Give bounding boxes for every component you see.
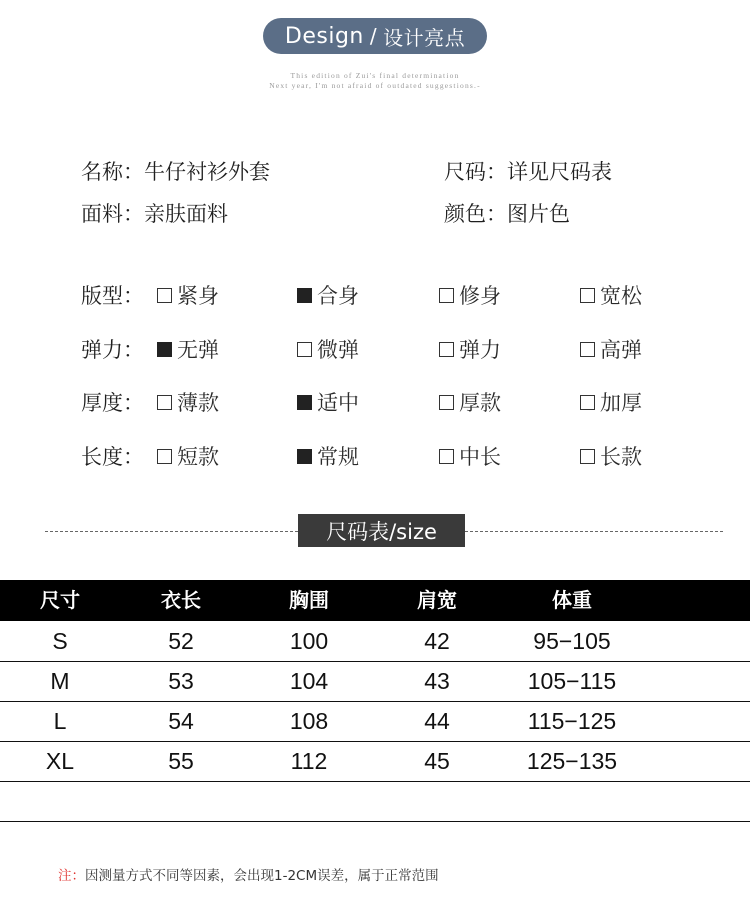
attribute-option bbox=[580, 280, 642, 310]
attribute-option-label: 常规 bbox=[317, 445, 359, 469]
attribute-option-label: 长款 bbox=[600, 445, 642, 469]
size-table-cell: 112 bbox=[290, 748, 328, 774]
checked-box-icon bbox=[297, 449, 312, 464]
size-table-cell: S bbox=[52, 628, 68, 654]
attribute-option bbox=[157, 334, 219, 364]
product-fabric: 面料：亲肤面料 bbox=[81, 202, 228, 226]
size-table-cell: 125−135 bbox=[526, 748, 618, 774]
unchecked-box-icon bbox=[439, 288, 454, 303]
size-chart-divider-right bbox=[465, 531, 723, 532]
attribute-option-label: 适中 bbox=[317, 391, 359, 415]
size-table-column-header: 胸围 bbox=[289, 588, 329, 612]
design-title-badge bbox=[263, 18, 487, 54]
checked-box-icon bbox=[297, 395, 312, 410]
size-table-cell: 43 bbox=[424, 668, 450, 694]
size-table-cell: M bbox=[50, 668, 70, 694]
attribute-label: 版型： bbox=[81, 284, 144, 308]
unchecked-box-icon bbox=[580, 288, 595, 303]
size-table-column-header: 体重 bbox=[552, 588, 592, 612]
attribute-option-label: 弹力 bbox=[459, 338, 501, 362]
product-name: 名称：牛仔衬衫外套 bbox=[81, 160, 270, 184]
attribute-option bbox=[157, 387, 219, 417]
attribute-option-label: 合身 bbox=[317, 284, 359, 308]
measurement-note bbox=[58, 864, 439, 884]
size-table-column-header: 衣长 bbox=[161, 588, 201, 612]
design-title-en: Design bbox=[284, 23, 364, 49]
attribute-option bbox=[297, 387, 359, 417]
design-subtitle-line-2: Next year, I'm not afraid of outdated suggestions.- bbox=[269, 81, 481, 90]
attribute-label: 弹力： bbox=[81, 338, 144, 362]
unchecked-box-icon bbox=[297, 342, 312, 357]
attribute-option bbox=[580, 387, 642, 417]
size-table-cell: L bbox=[53, 708, 67, 734]
size-table-column-header: 肩宽 bbox=[417, 588, 457, 612]
unchecked-box-icon bbox=[157, 288, 172, 303]
attribute-label: 长度： bbox=[81, 445, 144, 469]
attribute-option bbox=[580, 441, 642, 471]
size-table-cell: 45 bbox=[424, 748, 450, 774]
attribute-option-label: 中长 bbox=[459, 445, 501, 469]
attribute-option bbox=[580, 334, 642, 364]
unchecked-box-icon bbox=[580, 342, 595, 357]
attribute-option-label: 紧身 bbox=[177, 284, 219, 308]
size-table-cell: 104 bbox=[289, 668, 329, 694]
size-chart-divider-left bbox=[45, 531, 298, 532]
unchecked-box-icon bbox=[157, 395, 172, 410]
size-table-cell: XL bbox=[45, 748, 75, 774]
product-size-info: 尺码：详见尺码表 bbox=[444, 160, 612, 184]
size-table-cell: 53 bbox=[168, 668, 194, 694]
design-title-slash: / bbox=[369, 24, 378, 48]
attribute-option-label: 无弹 bbox=[177, 338, 219, 362]
attribute-option-label: 加厚 bbox=[600, 391, 642, 415]
attribute-option-label: 短款 bbox=[177, 445, 219, 469]
unchecked-box-icon bbox=[580, 395, 595, 410]
note-prefix: 注： bbox=[58, 868, 85, 884]
attribute-option bbox=[439, 280, 501, 310]
attribute-option bbox=[439, 334, 501, 364]
attribute-option bbox=[297, 334, 359, 364]
attribute-option bbox=[439, 387, 501, 417]
size-table-cell: 105−115 bbox=[527, 668, 617, 694]
checked-box-icon bbox=[297, 288, 312, 303]
size-table-cell: 54 bbox=[168, 708, 194, 734]
product-color: 颜色：图片色 bbox=[444, 202, 570, 226]
checked-box-icon bbox=[157, 342, 172, 357]
attribute-option bbox=[439, 441, 501, 471]
design-title-cn: 设计亮点 bbox=[383, 25, 466, 50]
unchecked-box-icon bbox=[580, 449, 595, 464]
attribute-option-label: 宽松 bbox=[600, 284, 642, 308]
size-table-bottom-border bbox=[0, 821, 750, 822]
size-table-cell: 44 bbox=[424, 708, 450, 734]
attribute-option bbox=[297, 280, 359, 310]
unchecked-box-icon bbox=[439, 395, 454, 410]
attribute-option-label: 微弹 bbox=[317, 338, 359, 362]
size-table-cell: 52 bbox=[168, 628, 194, 654]
size-chart-title: 尺码表/size bbox=[298, 514, 465, 547]
attribute-option bbox=[297, 441, 359, 471]
size-table-cell: 100 bbox=[289, 628, 329, 654]
design-subtitle-line-1: This edition of Zui's final determination bbox=[290, 71, 460, 80]
size-table-cell: 108 bbox=[289, 708, 329, 734]
size-table-cell: 55 bbox=[168, 748, 194, 774]
size-table-row-divider bbox=[0, 781, 750, 782]
unchecked-box-icon bbox=[439, 449, 454, 464]
size-table-cell: 42 bbox=[424, 628, 450, 654]
size-table-column-header: 尺寸 bbox=[40, 588, 80, 612]
unchecked-box-icon bbox=[439, 342, 454, 357]
attribute-option-label: 薄款 bbox=[177, 391, 219, 415]
attribute-label: 厚度： bbox=[81, 391, 144, 415]
attribute-option bbox=[157, 280, 219, 310]
attribute-option-label: 厚款 bbox=[459, 391, 501, 415]
unchecked-box-icon bbox=[157, 449, 172, 464]
attribute-option-label: 修身 bbox=[459, 284, 501, 308]
size-table-header bbox=[0, 580, 750, 621]
size-table-cell: 115−125 bbox=[527, 708, 617, 734]
attribute-option-label: 高弹 bbox=[600, 338, 642, 362]
attribute-option bbox=[157, 441, 219, 471]
size-table-cell: 95−105 bbox=[533, 628, 611, 654]
note-text: 因测量方式不同等因素，会出现1-2CM误差，属于正常范围 bbox=[85, 868, 439, 884]
